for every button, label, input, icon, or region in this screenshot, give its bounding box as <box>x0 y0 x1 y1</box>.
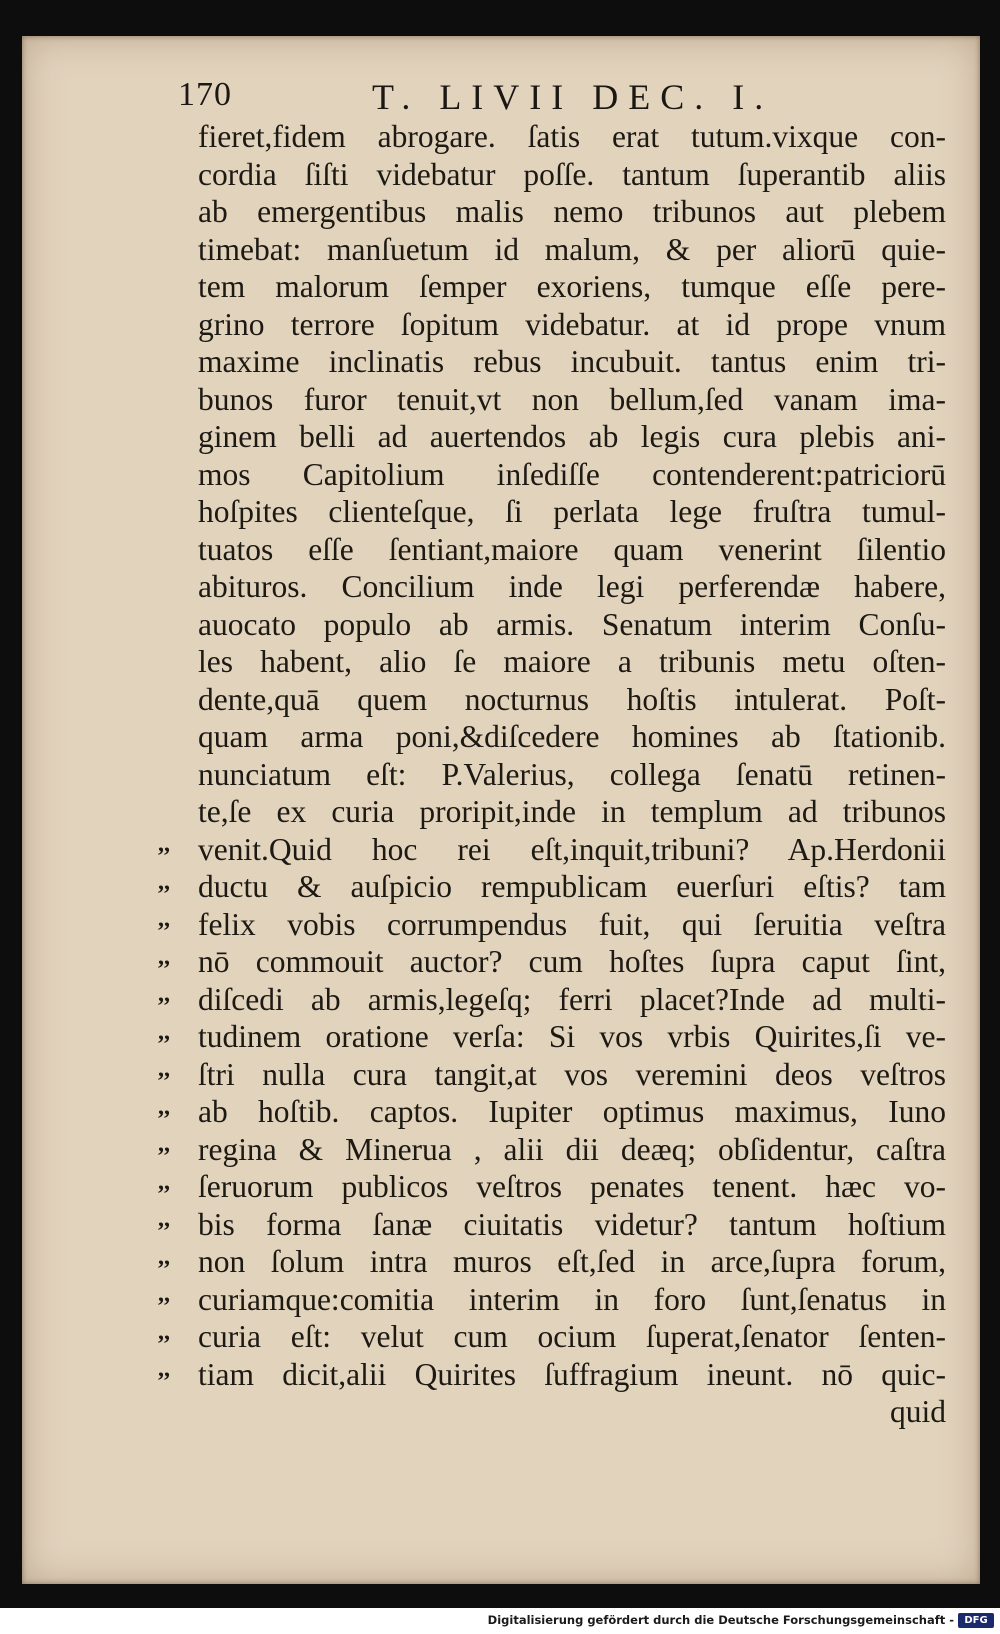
footer-bar <box>0 1608 1000 1634</box>
quotation-mark: ,, <box>158 943 170 970</box>
quotation-mark: ,, <box>158 1243 170 1270</box>
quotation-mark: ,, <box>158 1018 170 1045</box>
quotation-mark: ,, <box>158 981 170 1007</box>
quotation-mark: ,, <box>158 1131 170 1157</box>
text-line: fieret,fidem abrogare. ſatis erat tutum.vixque con- <box>198 119 946 154</box>
text-line: quid <box>889 1394 946 1429</box>
quotation-mark: ,, <box>158 1056 170 1082</box>
text-line: curia eſt: velut cum ocium ſuperat,ſenator ſenten- <box>198 1319 946 1354</box>
text-line: bis forma ſanæ ciuitatis videtur? tantum hoſtium <box>198 1206 946 1242</box>
quotation-mark: ,, <box>158 868 170 895</box>
text-line: ductu & auſpicio rempublicam euerſuri eſtis? tam <box>198 869 946 904</box>
quotation-mark: ,, <box>158 1281 170 1307</box>
quotation-mark: ,, <box>158 1318 170 1345</box>
text-line: bunos furor tenuit,vt non bellum,ſed vanam ima- <box>198 381 946 417</box>
text-line: ſeruorum publicos veſtros penates tenent. hæc vo- <box>198 1169 946 1204</box>
text-line: tiam dicit,alii Quirites ſuffragium ineunt. nō quic- <box>198 1356 946 1392</box>
quotation-mark: ,, <box>158 1168 170 1195</box>
text-line: ſtri nulla cura tangit,at vos veremini deos veſtros <box>198 1056 946 1092</box>
funding-credit: Digitalisierung gefördert durch die Deutsche Forschungsgemeinschaft - <box>487 1613 954 1627</box>
quotation-marks-column <box>158 826 188 1389</box>
text-line: felix vobis corrumpendus fuit, qui ſeruitia veſtra <box>198 906 946 942</box>
text-line: curiamque:comitia interim in foro ſunt,ſenatus in <box>198 1281 946 1317</box>
text-line: venit.Quid hoc rei eſt,inquit,tribuni? Ap.Herdonii <box>198 831 946 867</box>
text-line: regina & Minerua , alii dii deæq; obſidentur, caſtra <box>198 1131 946 1167</box>
text-line: maxime inclinatis rebus incubuit. tantus enim tri- <box>198 344 946 379</box>
text-line: nō commouit auctor? cum hoſtes ſupra caput ſint, <box>198 944 946 979</box>
text-line: ab emergentibus malis nemo tribunos aut plebem <box>198 194 946 229</box>
page-number: 170 <box>178 76 232 113</box>
quotation-mark: ,, <box>158 831 170 857</box>
text-line: ab hoſtib. captos. Iupiter optimus maximus, Iuno <box>198 1094 946 1129</box>
text-line: hoſpites clienteſque, ſi perlata lege fruſtra tumul- <box>198 494 946 529</box>
text-line: abituros. Concilium inde legi perferendæ habere, <box>198 569 946 604</box>
text-line: te,ſe ex curia proripit,inde in templum ad tribunos <box>198 794 946 829</box>
text-line: quam arma poni,&diſcedere homines ab ſtationib. <box>198 719 946 754</box>
text-line: tudinem oratione verſa: Si vos vrbis Quirites,ſi ve- <box>198 1019 946 1054</box>
text-line: dente,quā quem nocturnus hoſtis intulerat. Poſt- <box>198 681 946 717</box>
text-block <box>198 118 946 1431</box>
text-line: ginem belli ad auertendos ab legis cura plebis ani- <box>198 419 946 454</box>
text-line: auocato populo ab armis. Senatum interim Conſu- <box>198 606 946 642</box>
text-line: nunciatum eſt: P.Valerius, collega ſenatū retinen- <box>198 756 946 792</box>
quotation-mark: ,, <box>158 906 170 932</box>
text-line: timebat: manſuetum id malum, & per aliorū quie- <box>198 231 946 267</box>
text-line: grino terrore ſopitum videbatur. at id prope vnum <box>198 306 946 342</box>
running-head: T. LIVII DEC. I. <box>372 77 774 117</box>
text-line: les habent, alio ſe maiore a tribunis metu oſten- <box>198 644 946 679</box>
dfg-logo: DFG <box>958 1613 994 1628</box>
text-line: tem malorum ſemper exoriens, tumque eſſe pere- <box>198 269 946 304</box>
quotation-mark: ,, <box>158 1356 170 1382</box>
text-line: cordia ſiſti videbatur poſſe. tantum ſuperantib aliis <box>198 156 946 192</box>
quotation-mark: ,, <box>158 1206 170 1232</box>
text-line: mos Capitolium inſediſſe contenderent:patriciorū <box>198 456 946 492</box>
text-line: tuatos eſſe ſentiant,maiore quam venerint ſilentio <box>198 531 946 567</box>
text-line: diſcedi ab armis,legeſq; ferri placet?Inde ad multi- <box>198 981 946 1017</box>
text-line: non ſolum intra muros eſt,ſed in arce,ſupra forum, <box>198 1244 946 1279</box>
page-header <box>170 76 810 117</box>
quotation-mark: ,, <box>158 1093 170 1120</box>
